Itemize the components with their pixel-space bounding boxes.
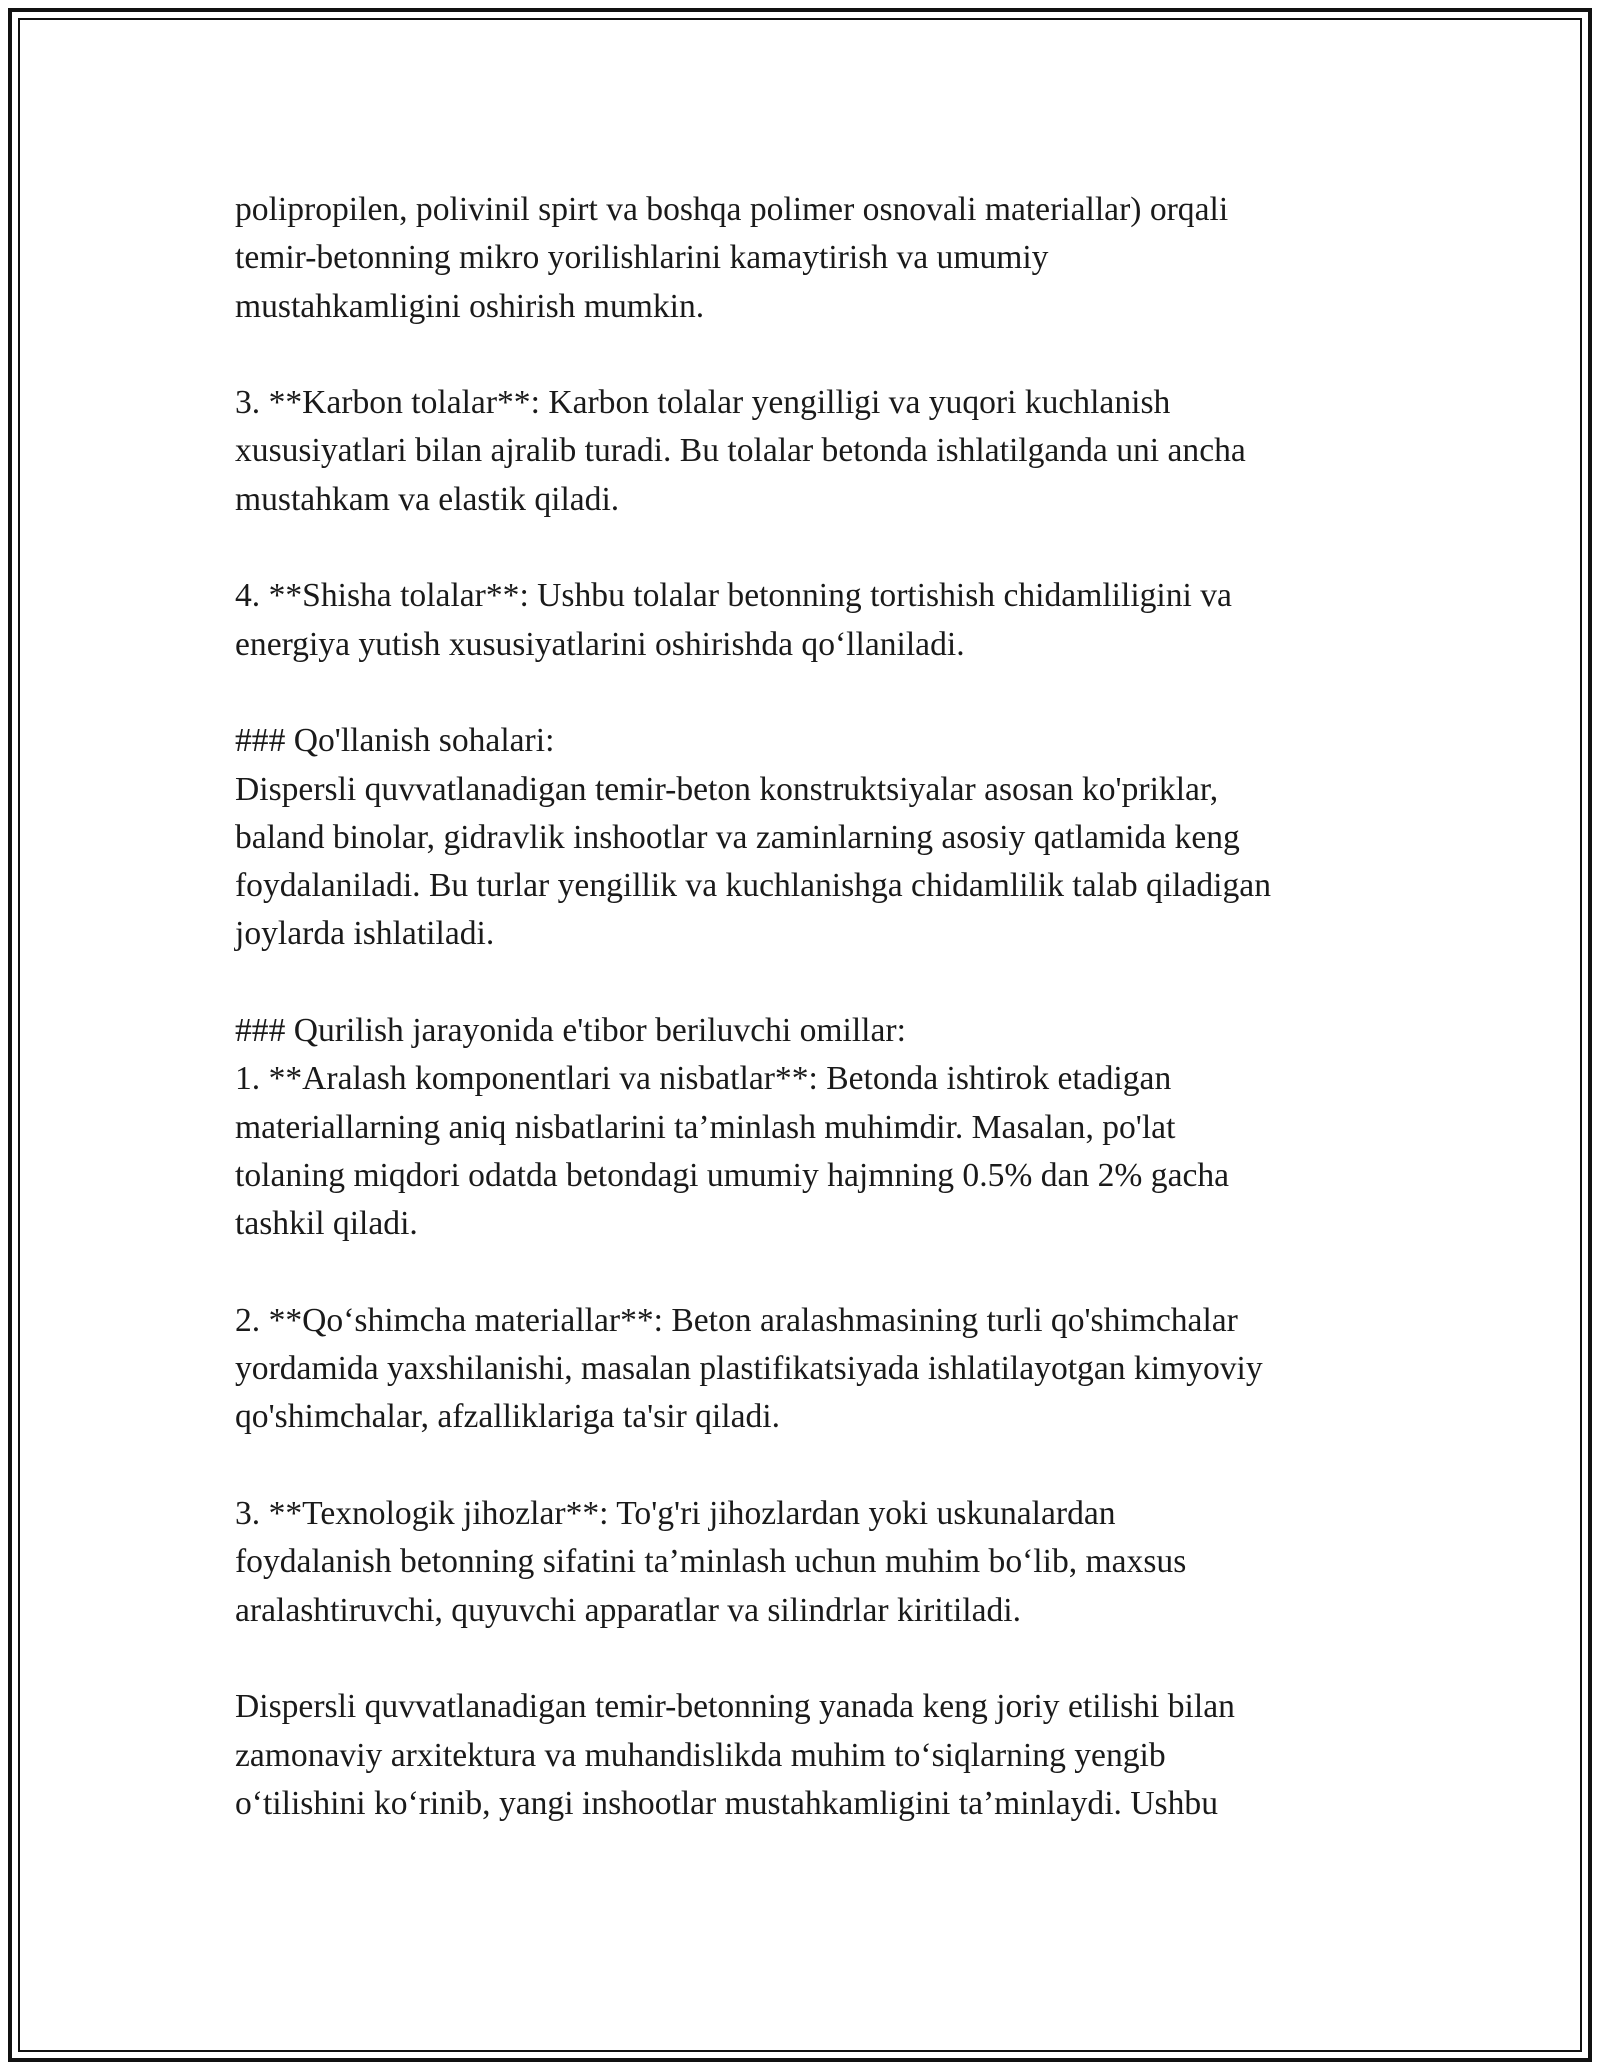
text-line: materiallarning aniq nisbatlarini ta’minlash muhimdir. Masalan, po'lat xyxy=(235,1108,1176,1146)
text-line: mustahkam va elastik qiladi. xyxy=(235,480,620,518)
text-line: 3. **Karbon tolalar**: Karbon tolalar yengilligi va yuqori kuchlanish xyxy=(235,384,1171,422)
paragraph-carbon-fibers xyxy=(235,379,1395,524)
section-construction-factors xyxy=(235,1007,1395,1248)
text-line: 4. **Shisha tolalar**: Ushbu tolalar betonning tortishish chidamliligini va xyxy=(235,577,1232,615)
text-line: energiya yutish xususiyatlarini oshirishda qo‘llaniladi. xyxy=(235,625,965,663)
paragraph-fibers-continued xyxy=(235,186,1395,331)
section-heading: ### Qo'llanish sohalari: xyxy=(235,722,555,760)
text-line: qo'shimchalar, afzalliklariga ta'sir qiladi. xyxy=(235,1398,781,1436)
paragraph-technological-equipment xyxy=(235,1490,1395,1635)
text-line: joylarda ishlatiladi. xyxy=(235,915,495,953)
text-line: foydalaniladi. Bu turlar yengillik va kuchlanishga chidamlilik talab qiladigan xyxy=(235,867,1271,905)
section-heading: ### Qurilish jarayonida e'tibor beriluvchi omillar: xyxy=(235,1012,906,1050)
text-line: Dispersli quvvatlanadigan temir-beton konstruktsiyalar asosan ko'priklar, xyxy=(235,770,1219,808)
text-line: tolaning miqdori odatda betondagi umumiy hajmning 0.5% dan 2% gacha xyxy=(235,1156,1230,1194)
text-line: mustahkamligini oshirish mumkin. xyxy=(235,287,705,325)
text-line: polipropilen, polivinil spirt va boshqa polimer osnovali materiallar) orqali xyxy=(235,191,1229,228)
text-line: 2. **Qo‘shimcha materiallar**: Beton aralashmasining turli qo'shimchalar xyxy=(235,1301,1238,1339)
text-line: tashkil qiladi. xyxy=(235,1205,418,1243)
text-line: aralashtiruvchi, quyuvchi apparatlar va silindrlar kiritiladi. xyxy=(235,1591,1022,1629)
text-line: foydalanish betonning sifatini ta’minlash uchun muhim bo‘lib, maxsus xyxy=(235,1543,1187,1581)
paragraph-glass-fibers xyxy=(235,572,1395,669)
text-line: 1. **Aralash komponentlari va nisbatlar**: Betonda ishtirok etadigan xyxy=(235,1060,1172,1098)
text-line: yordamida yaxshilanishi, masalan plastifikatsiyada ishlatilayotgan kimyoviy xyxy=(235,1350,1263,1388)
paragraph-conclusion xyxy=(235,1683,1395,1828)
text-line: zamonaviy arxitektura va muhandislikda muhim to‘siqlarning yengib xyxy=(235,1736,1166,1774)
text-line: baland binolar, gidravlik inshootlar va zaminlarning asosiy qatlamida keng xyxy=(235,818,1240,856)
text-line: o‘tilishini ko‘rinib, yangi inshootlar mustahkamligini ta’minlaydi. Ushbu xyxy=(235,1784,1218,1822)
text-line: Dispersli quvvatlanadigan temir-betonning yanada keng joriy etilishi bilan xyxy=(235,1688,1235,1726)
paragraph-additional-materials xyxy=(235,1297,1395,1442)
document-body xyxy=(235,186,1395,1876)
section-application-areas xyxy=(235,717,1395,958)
text-line: xususiyatlari bilan ajralib turadi. Bu tolalar betonda ishlatilganda uni ancha xyxy=(235,432,1246,470)
text-line: 3. **Texnologik jihozlar**: To'g'ri jihozlardan yoki uskunalardan xyxy=(235,1495,1116,1533)
text-line: temir-betonning mikro yorilishlarini kamaytirish va umumiy xyxy=(235,239,1049,277)
